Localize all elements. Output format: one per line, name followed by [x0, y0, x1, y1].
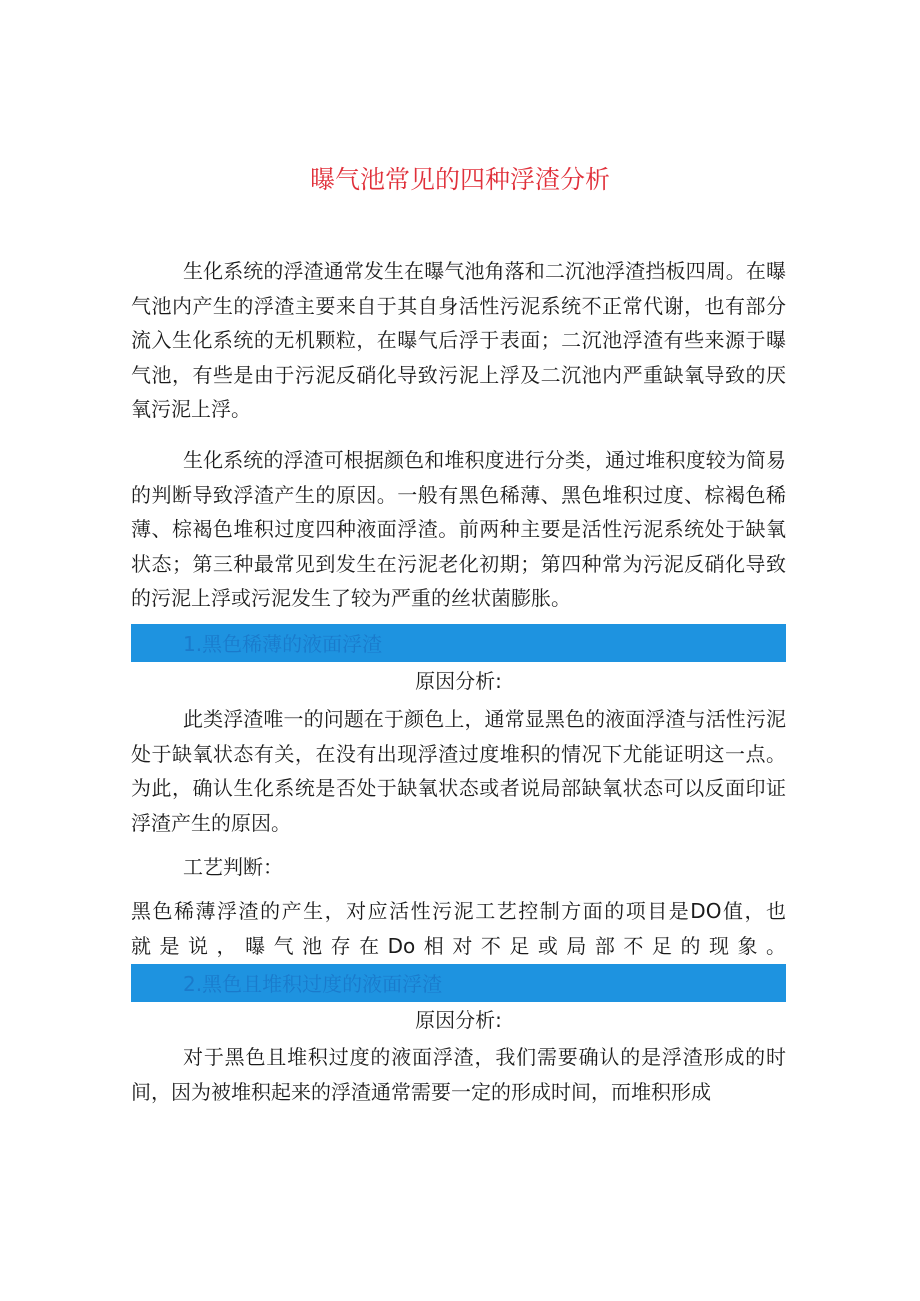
section-1-process-label: 工艺判断： [183, 855, 283, 879]
section-1-cause-text: 此类浮渣唯一的问题在于颜色上，通常显黑色的液面浮渣与活性污泥处于缺氧状态有关，在没有出现浮渣过度堆积的情况下尤能证明这一点。为此，确认生化系统是否处于缺氧状态或者说局部缺氧状态可以反面印证浮渣产生的原因。 [131, 707, 786, 835]
section-2-cause-label: 原因分析: [415, 1008, 502, 1032]
section-1-cause-label: 原因分析: [415, 669, 502, 693]
section-1-heading-bar [131, 624, 786, 662]
section-1-process-line-1: 黑色稀薄浮渣的产生，对应活性污泥工艺控制方面的项目是DO值，也 [131, 899, 786, 923]
section-2-heading: 2.黑色且堆积过度的液面浮渣 [183, 972, 443, 996]
section-2-cause-text: 对于黑色且堆积过度的液面浮渣，我们需要确认的是浮渣形成的时间，因为被堆积起来的浮渣通常需要一定的形成时间，而堆积形成 [131, 1045, 786, 1104]
section-2-heading-bar [131, 964, 786, 1002]
document-title: 曝气池常见的四种浮渣分析 [309, 165, 610, 194]
intro-paragraph-2: 生化系统的浮渣可根据颜色和堆积度进行分类，通过堆积度较为简易的判断导致浮渣产生的原因。一般有黑色稀薄、黑色堆积过度、棕褐色稀薄、棕褐色堆积过度四种液面浮渣。前两种主要是活性污泥系统处于缺氧状态；第三种最常见到发生在污泥老化初期；第四种常为污泥反硝化导致的污泥上浮或污泥发生了较为严重的丝状菌膨胀。 [131, 448, 786, 610]
intro-paragraph-1: 生化系统的浮渣通常发生在曝气池角落和二沉池浮渣挡板四周。在曝气池内产生的浮渣主要来自于其自身活性污泥系统不正常代谢，也有部分流入生化系统的无机颗粒，在曝气后浮于表面；二沉池浮渣有些来源于曝气池，有些是由于污泥反硝化导致污泥上浮及二沉池内严重缺氧导致的厌氧污泥上浮。 [131, 259, 786, 421]
section-1-heading: 1.黑色稀薄的液面浮渣 [183, 632, 383, 656]
section-1-process-line-2: 就是说，曝气池存在Do相对不足或局部不足的现象。 [131, 934, 786, 958]
